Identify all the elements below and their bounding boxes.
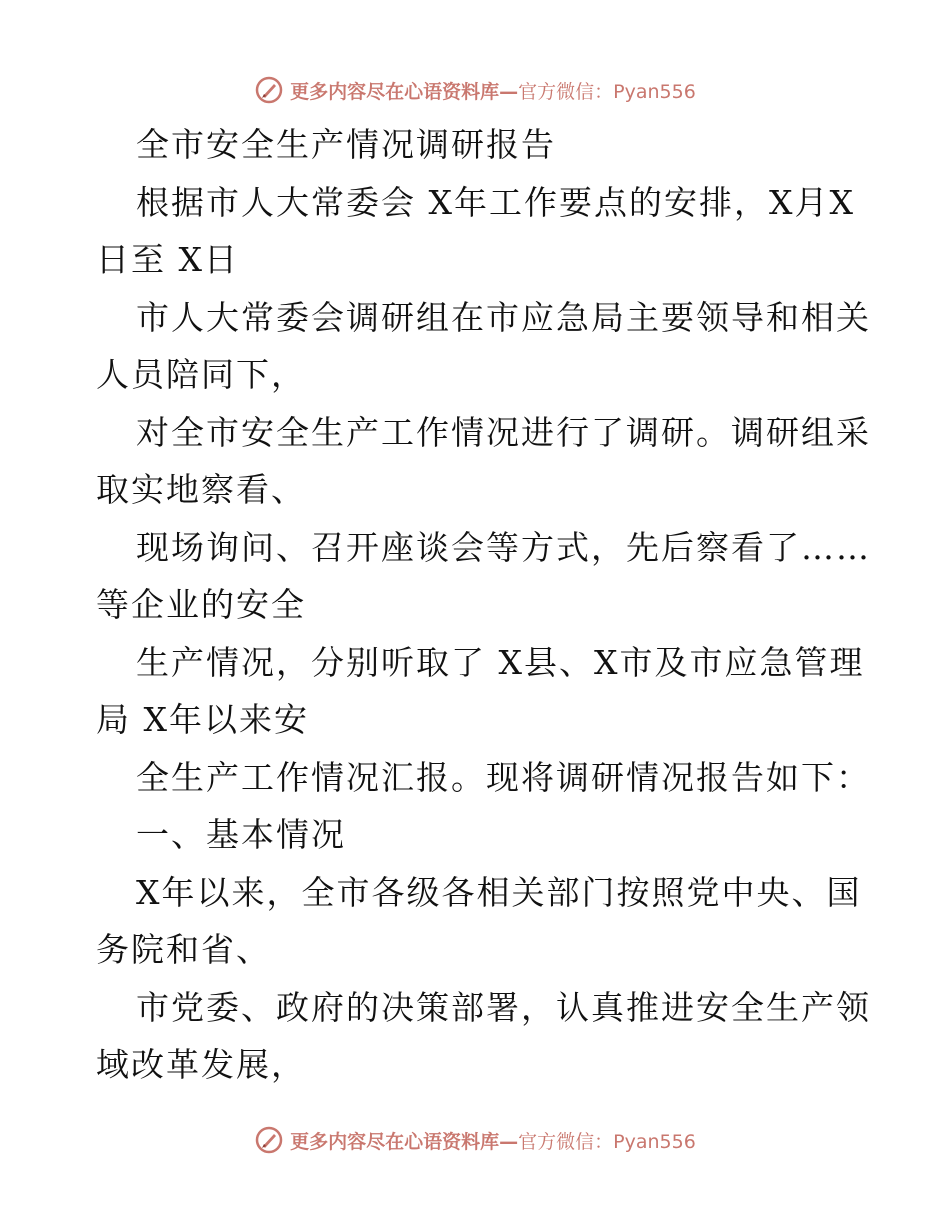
paragraph-line: 取实地察看、 <box>96 470 306 509</box>
paragraph-line: 等企业的安全 <box>96 585 306 624</box>
paragraph-line: 日至 X日 <box>96 240 239 279</box>
paragraph-line: 市党委、政府的决策部署，认真推进安全生产领 <box>136 987 871 1027</box>
banner-text: 更多内容尽在心语资料库—官方微信：Pyan556 <box>290 80 696 103</box>
paragraph-line: 现场询问、召开座谈会等方式，先后察看了…… <box>136 527 871 567</box>
document-body <box>96 116 871 1094</box>
header-watermark-banner <box>0 70 950 110</box>
paragraph-line: 全生产工作情况汇报。现将调研情况报告如下： <box>136 757 871 797</box>
quill-circle-icon <box>254 1125 284 1155</box>
paragraph-line: 根据市人大常委会 X年工作要点的安排，X月X <box>136 182 855 222</box>
document-title: 全市安全生产情况调研报告 <box>136 125 556 164</box>
paragraph-line: X年以来，全市各级各相关部门按照党中央、国 <box>136 872 862 912</box>
paragraph-line: 务院和省、 <box>96 930 271 969</box>
paragraph-line: 域改革发展， <box>96 1045 306 1084</box>
footer-watermark-banner <box>0 1120 950 1160</box>
paragraph-line: 人员陪同下， <box>96 355 306 394</box>
paragraph-line: 对全市安全生产工作情况进行了调研。调研组采 <box>136 412 871 452</box>
banner-text: 更多内容尽在心语资料库—官方微信：Pyan556 <box>290 1130 696 1153</box>
paragraph-line: 局 X年以来安 <box>96 700 309 739</box>
section-heading: 一、基本情况 <box>136 815 346 854</box>
paragraph-line: 生产情况，分别听取了 X县、X市及市应急管理 <box>136 642 865 682</box>
quill-circle-icon <box>254 75 284 105</box>
paragraph-line: 市人大常委会调研组在市应急局主要领导和相关 <box>136 297 871 337</box>
